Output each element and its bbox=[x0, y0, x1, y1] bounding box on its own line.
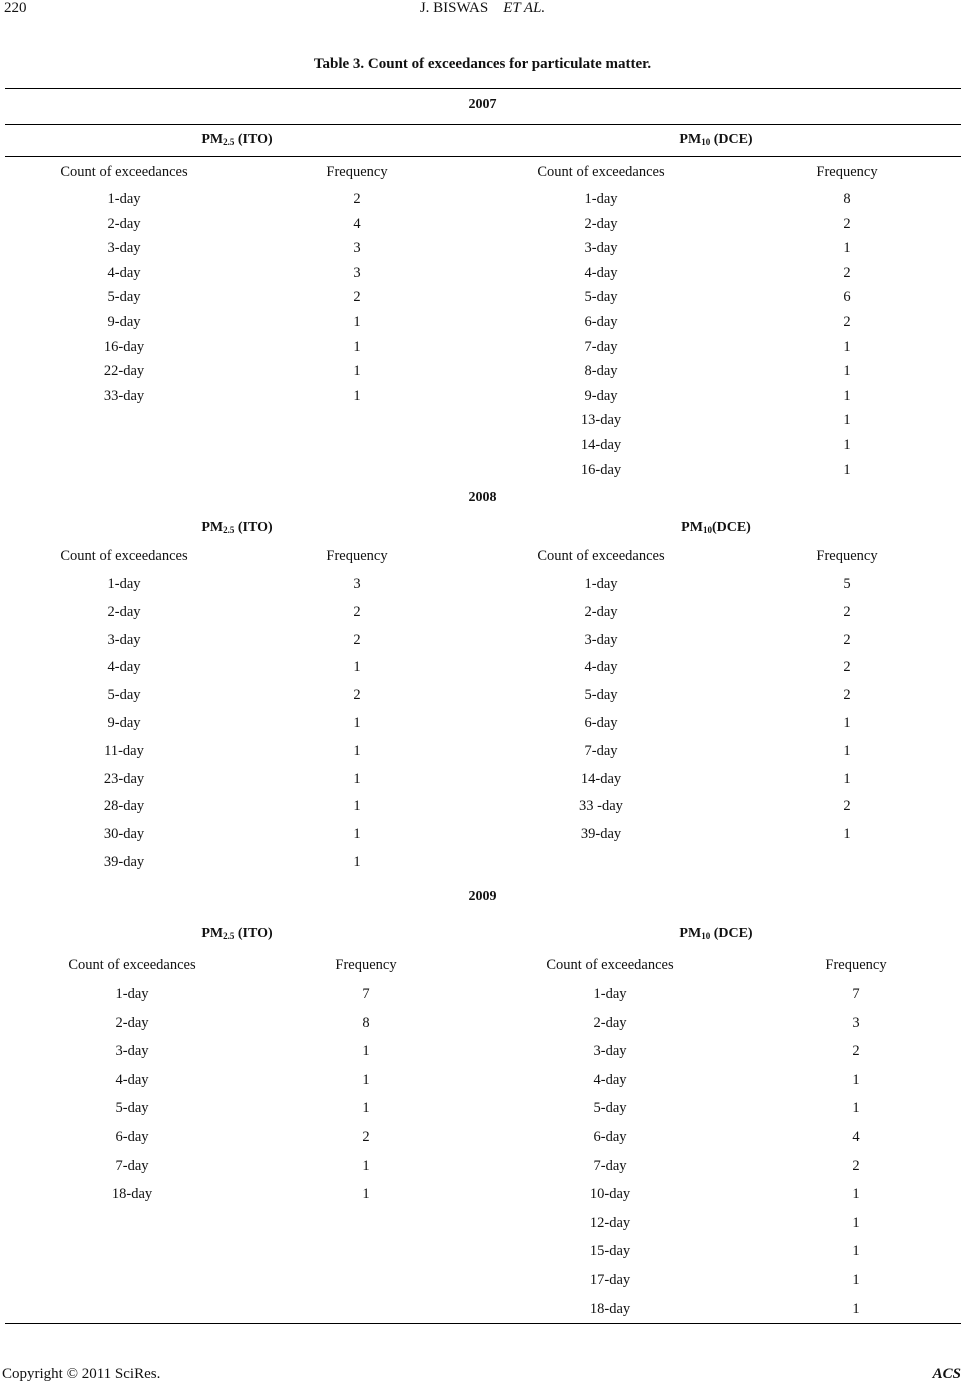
group-subscript: 10 bbox=[701, 931, 711, 941]
exceedance-count-cell: 1-day bbox=[107, 191, 141, 207]
exceedance-count-cell: 9-day bbox=[584, 388, 618, 404]
exceedance-count-cell: 22-day bbox=[103, 363, 145, 379]
year-heading: 2008 bbox=[468, 490, 497, 505]
exceedance-count-cell: 5-day bbox=[584, 289, 618, 305]
exceedance-count-cell: 1-day bbox=[107, 576, 141, 592]
exceedance-count-cell: 30-day bbox=[103, 826, 145, 842]
exceedance-count-cell: 1-day bbox=[584, 576, 618, 592]
frequency-cell: 1 bbox=[353, 314, 361, 330]
exceedance-count-cell: 6-day bbox=[115, 1129, 149, 1145]
column-header: Frequency bbox=[816, 164, 878, 180]
exceedance-count-cell: 7-day bbox=[584, 743, 618, 759]
frequency-cell: 1 bbox=[852, 1301, 860, 1317]
exceedance-count-cell: 9-day bbox=[107, 314, 141, 330]
frequency-cell: 1 bbox=[843, 826, 851, 842]
group-prefix: PM bbox=[201, 926, 224, 941]
exceedance-count-cell: 17-day bbox=[589, 1272, 631, 1288]
exceedance-count-cell: 4-day bbox=[584, 265, 618, 281]
frequency-cell: 3 bbox=[353, 240, 361, 256]
exceedance-count-cell: 3-day bbox=[115, 1043, 149, 1059]
frequency-cell: 3 bbox=[852, 1015, 860, 1031]
running-head-author: J. BISWAS bbox=[419, 0, 489, 16]
frequency-cell: 1 bbox=[843, 412, 851, 428]
frequency-cell: 3 bbox=[353, 265, 361, 281]
frequency-cell: 7 bbox=[852, 986, 860, 1002]
exceedance-count-cell: 5-day bbox=[584, 687, 618, 703]
frequency-cell: 8 bbox=[843, 191, 851, 207]
footer-copyright: Copyright © 2011 SciRes. bbox=[2, 1366, 161, 1382]
table-bottom-rule bbox=[5, 1323, 961, 1324]
exceedance-count-cell: 1-day bbox=[115, 986, 149, 1002]
exceedance-count-cell: 9-day bbox=[107, 715, 141, 731]
running-head-et-al: ET AL. bbox=[503, 0, 546, 16]
frequency-cell: 5 bbox=[843, 576, 851, 592]
exceedance-count-cell: 28-day bbox=[103, 798, 145, 814]
group-heading-pm25 bbox=[87, 520, 387, 536]
frequency-cell: 2 bbox=[843, 687, 851, 703]
exceedance-count-cell: 1-day bbox=[584, 191, 618, 207]
frequency-cell: 1 bbox=[353, 826, 361, 842]
page-number: 220 bbox=[4, 0, 27, 16]
exceedance-count-cell: 2-day bbox=[584, 216, 618, 232]
exceedance-count-cell: 4-day bbox=[584, 659, 618, 675]
frequency-cell: 1 bbox=[843, 715, 851, 731]
frequency-cell: 1 bbox=[852, 1100, 860, 1116]
frequency-cell: 2 bbox=[843, 265, 851, 281]
frequency-cell: 8 bbox=[362, 1015, 370, 1031]
exceedance-count-cell: 14-day bbox=[580, 437, 622, 453]
exceedance-count-cell: 13-day bbox=[580, 412, 622, 428]
frequency-cell: 1 bbox=[362, 1100, 370, 1116]
frequency-cell: 1 bbox=[353, 715, 361, 731]
exceedance-count-cell: 8-day bbox=[584, 363, 618, 379]
frequency-cell: 1 bbox=[353, 339, 361, 355]
frequency-cell: 1 bbox=[353, 798, 361, 814]
frequency-cell: 1 bbox=[852, 1186, 860, 1202]
frequency-cell: 4 bbox=[353, 216, 361, 232]
exceedance-count-cell: 5-day bbox=[107, 289, 141, 305]
frequency-cell: 1 bbox=[852, 1215, 860, 1231]
table-caption: Table 3. Count of exceedances for particulate matter. bbox=[313, 56, 652, 72]
exceedance-count-cell: 23-day bbox=[103, 771, 145, 787]
exceedance-count-cell: 3-day bbox=[584, 632, 618, 648]
group-heading-pm10 bbox=[566, 520, 866, 536]
exceedance-count-cell: 4-day bbox=[107, 659, 141, 675]
exceedance-count-cell: 5-day bbox=[107, 687, 141, 703]
column-header: Frequency bbox=[816, 548, 878, 564]
exceedance-count-cell: 39-day bbox=[580, 826, 622, 842]
group-subscript: 10 bbox=[702, 525, 712, 535]
footer-journal: ACS bbox=[932, 1366, 961, 1382]
exceedance-count-cell: 2-day bbox=[584, 604, 618, 620]
frequency-cell: 7 bbox=[362, 986, 370, 1002]
exceedance-count-cell: 7-day bbox=[115, 1158, 149, 1174]
exceedance-count-cell: 14-day bbox=[580, 771, 622, 787]
group-subscript: 2.5 bbox=[223, 931, 235, 941]
exceedance-count-cell: 2-day bbox=[107, 604, 141, 620]
frequency-cell: 1 bbox=[843, 743, 851, 759]
frequency-cell: 2 bbox=[353, 191, 361, 207]
frequency-cell: 1 bbox=[362, 1043, 370, 1059]
exceedance-count-cell: 2-day bbox=[593, 1015, 627, 1031]
group-suffix: (ITO) bbox=[234, 926, 273, 941]
exceedance-count-cell: 6-day bbox=[593, 1129, 627, 1145]
frequency-cell: 1 bbox=[843, 462, 851, 478]
group-subscript: 2.5 bbox=[223, 525, 235, 535]
exceedance-count-cell: 15-day bbox=[589, 1243, 631, 1259]
frequency-cell: 2 bbox=[362, 1129, 370, 1145]
frequency-cell: 6 bbox=[843, 289, 851, 305]
frequency-cell: 1 bbox=[362, 1186, 370, 1202]
frequency-cell: 1 bbox=[843, 771, 851, 787]
frequency-cell: 2 bbox=[843, 314, 851, 330]
exceedance-count-cell: 11-day bbox=[104, 743, 144, 759]
group-heading-pm10 bbox=[566, 926, 866, 942]
group-suffix: (DCE) bbox=[711, 520, 751, 535]
frequency-cell: 1 bbox=[843, 363, 851, 379]
year-heading: 2007 bbox=[468, 97, 497, 112]
column-header: Frequency bbox=[335, 957, 397, 973]
frequency-cell: 3 bbox=[353, 576, 361, 592]
frequency-cell: 1 bbox=[852, 1272, 860, 1288]
exceedance-count-cell: 4-day bbox=[593, 1072, 627, 1088]
table-top-rule bbox=[5, 88, 961, 89]
column-header: Count of exceedances bbox=[546, 957, 674, 973]
group-suffix: (DCE) bbox=[710, 132, 753, 147]
exceedance-count-cell: 4-day bbox=[107, 265, 141, 281]
group-heading-pm25 bbox=[87, 132, 387, 148]
group-prefix: PM bbox=[681, 520, 703, 535]
frequency-cell: 1 bbox=[353, 771, 361, 787]
exceedance-count-cell: 33-day bbox=[103, 388, 145, 404]
exceedance-count-cell: 7-day bbox=[593, 1158, 627, 1174]
exceedance-count-cell: 3-day bbox=[107, 632, 141, 648]
frequency-cell: 1 bbox=[353, 743, 361, 759]
frequency-cell: 2 bbox=[353, 632, 361, 648]
frequency-cell: 1 bbox=[362, 1072, 370, 1088]
group-prefix: PM bbox=[679, 926, 702, 941]
group-subscript: 2.5 bbox=[223, 137, 235, 147]
frequency-cell: 2 bbox=[353, 289, 361, 305]
frequency-cell: 2 bbox=[852, 1158, 860, 1174]
group-heading-pm25 bbox=[87, 926, 387, 942]
group-suffix: (ITO) bbox=[234, 520, 273, 535]
group-suffix: (ITO) bbox=[234, 132, 273, 147]
group-rule bbox=[5, 156, 961, 157]
exceedance-count-cell: 10-day bbox=[589, 1186, 631, 1202]
exceedance-count-cell: 12-day bbox=[589, 1215, 631, 1231]
group-suffix: (DCE) bbox=[710, 926, 753, 941]
exceedance-count-cell: 3-day bbox=[584, 240, 618, 256]
exceedance-count-cell: 16-day bbox=[580, 462, 622, 478]
frequency-cell: 1 bbox=[852, 1072, 860, 1088]
exceedance-count-cell: 3-day bbox=[593, 1043, 627, 1059]
year-heading: 2009 bbox=[468, 889, 497, 904]
exceedance-count-cell: 39-day bbox=[103, 854, 145, 870]
frequency-cell: 1 bbox=[843, 240, 851, 256]
exceedance-count-cell: 18-day bbox=[589, 1301, 631, 1317]
exceedance-count-cell: 4-day bbox=[115, 1072, 149, 1088]
column-header: Count of exceedances bbox=[60, 164, 188, 180]
frequency-cell: 1 bbox=[843, 388, 851, 404]
column-header: Frequency bbox=[326, 548, 388, 564]
frequency-cell: 2 bbox=[852, 1043, 860, 1059]
exceedance-count-cell: 2-day bbox=[115, 1015, 149, 1031]
frequency-cell: 2 bbox=[843, 604, 851, 620]
column-header: Count of exceedances bbox=[537, 548, 665, 564]
exceedance-count-cell: 5-day bbox=[593, 1100, 627, 1116]
exceedance-count-cell: 7-day bbox=[584, 339, 618, 355]
frequency-cell: 1 bbox=[852, 1243, 860, 1259]
running-head bbox=[0, 0, 965, 17]
frequency-cell: 1 bbox=[843, 339, 851, 355]
frequency-cell: 2 bbox=[843, 216, 851, 232]
column-header: Frequency bbox=[326, 164, 388, 180]
frequency-cell: 1 bbox=[353, 659, 361, 675]
frequency-cell: 1 bbox=[353, 363, 361, 379]
column-header: Count of exceedances bbox=[537, 164, 665, 180]
exceedance-count-cell: 18-day bbox=[111, 1186, 153, 1202]
exceedance-count-cell: 6-day bbox=[584, 314, 618, 330]
column-header: Count of exceedances bbox=[68, 957, 196, 973]
exceedance-count-cell: 1-day bbox=[593, 986, 627, 1002]
group-prefix: PM bbox=[679, 132, 702, 147]
frequency-cell: 1 bbox=[843, 437, 851, 453]
frequency-cell: 1 bbox=[353, 854, 361, 870]
frequency-cell: 2 bbox=[353, 604, 361, 620]
exceedance-count-cell: 33 -day bbox=[579, 798, 623, 814]
year-rule bbox=[5, 124, 961, 125]
exceedance-count-cell: 6-day bbox=[584, 715, 618, 731]
frequency-cell: 2 bbox=[353, 687, 361, 703]
frequency-cell: 2 bbox=[843, 798, 851, 814]
exceedance-count-cell: 16-day bbox=[103, 339, 145, 355]
column-header: Frequency bbox=[825, 957, 887, 973]
frequency-cell: 2 bbox=[843, 659, 851, 675]
group-subscript: 10 bbox=[701, 137, 711, 147]
exceedance-count-cell: 3-day bbox=[107, 240, 141, 256]
frequency-cell: 4 bbox=[852, 1129, 860, 1145]
exceedance-count-cell: 2-day bbox=[107, 216, 141, 232]
exceedance-count-cell: 5-day bbox=[115, 1100, 149, 1116]
frequency-cell: 1 bbox=[362, 1158, 370, 1174]
frequency-cell: 1 bbox=[353, 388, 361, 404]
group-prefix: PM bbox=[201, 132, 224, 147]
group-prefix: PM bbox=[201, 520, 224, 535]
column-header: Count of exceedances bbox=[60, 548, 188, 564]
frequency-cell: 2 bbox=[843, 632, 851, 648]
group-heading-pm10 bbox=[566, 132, 866, 148]
